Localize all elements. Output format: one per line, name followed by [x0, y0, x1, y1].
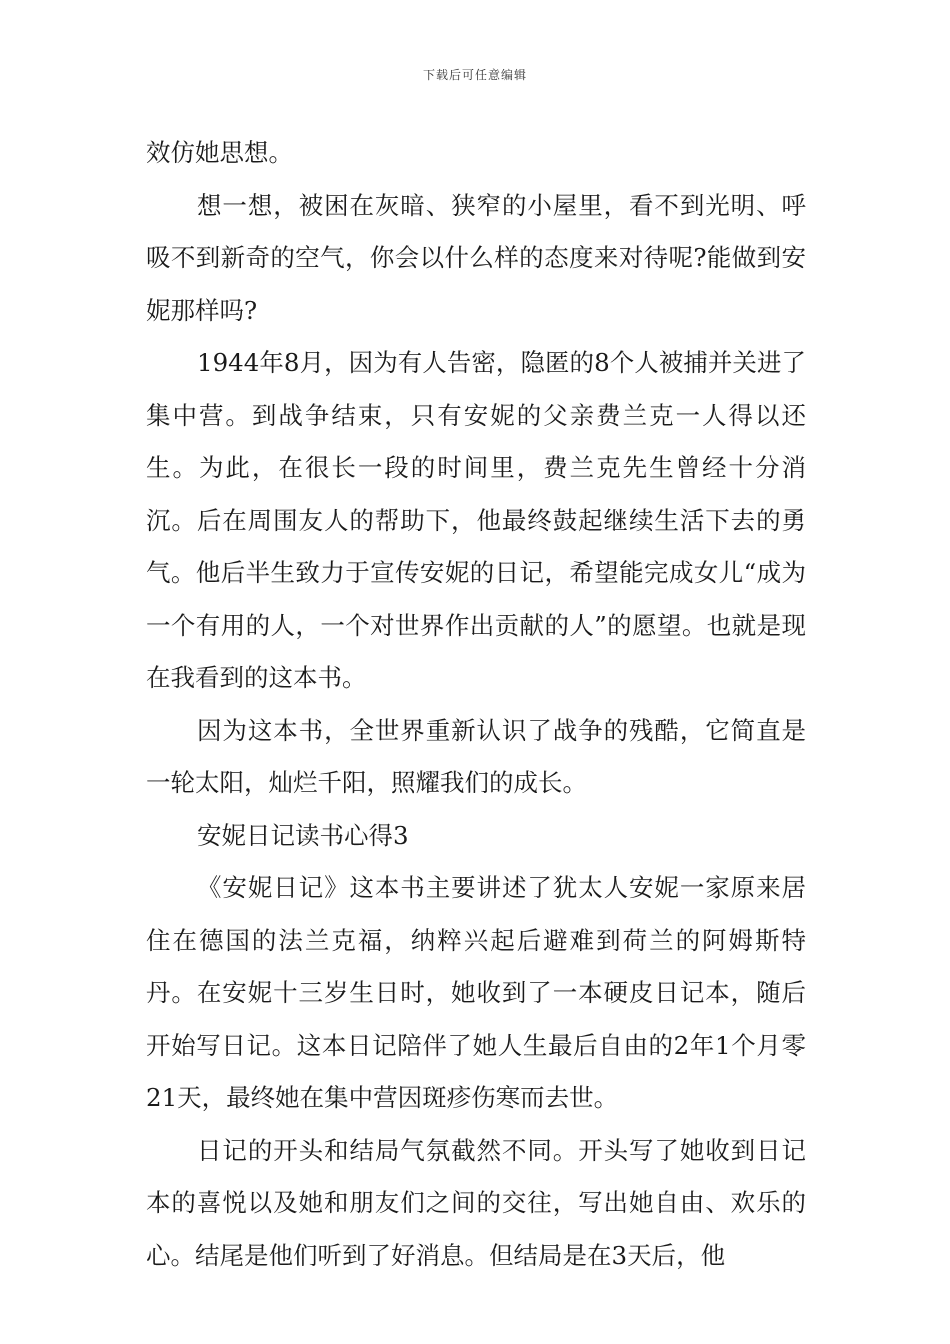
- paragraph: 日记的开头和结局气氛截然不同。开头写了她收到日记本的喜悦以及她和朋友们之间的交往，写出她自由、欢乐的心。结尾是他们听到了好消息。但结局是在3天后，他: [146, 1135, 806, 1270]
- paragraph: 想一想，被困在灰暗、狭窄的小屋里，看不到光明、呼吸不到新奇的空气，你会以什么样的态度来对待呢?能做到安妮那样吗?: [146, 190, 806, 325]
- paragraph: 《安妮日记》这本书主要讲述了犹太人安妮一家原来居住在德国的法兰克福，纳粹兴起后避难到荷兰的阿姆斯特丹。在安妮十三岁生日时，她收到了一本硬皮日记本，随后开始写日记。这本日记陪伴了她人生最后自由的2年1个月零21天，最终她在集中营因斑疹伤寒而去世。: [146, 873, 806, 1112]
- paragraph: 因为这本书，全世界重新认识了战争的残酷，它简直是一轮太阳，灿烂千阳，照耀我们的成长。: [146, 715, 806, 797]
- page-header: 下载后可任意编辑: [422, 68, 527, 82]
- paragraph: 1944年8月，因为有人告密，隐匿的8个人被捕并关进了集中营。到战争结束，只有安妮的父亲费兰克一人得以还生。为此，在很长一段的时间里，费兰克先生曾经十分消沉。后在周围友人的帮助下，他最终鼓起继续生活下去的勇气。他后半生致力于宣传安妮的日记，希望能完成女儿“成为一个有用的人，一个对世界作出贡献的人”的愿望。也就是现在我看到的这本书。: [146, 348, 806, 692]
- paragraph: 效仿她思想。: [146, 138, 293, 167]
- section-heading: 安妮日记读书心得3: [197, 820, 409, 850]
- document-body: [146, 127, 806, 1282]
